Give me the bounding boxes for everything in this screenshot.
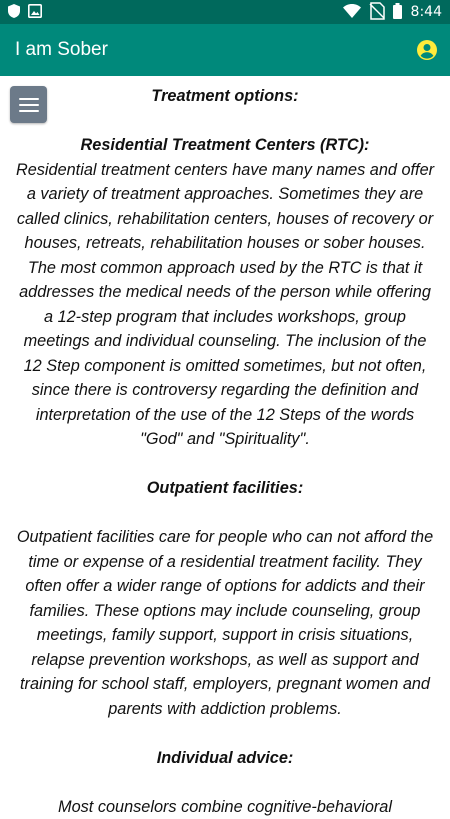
rtc-heading: Residential Treatment Centers (RTC): — [14, 133, 436, 158]
spacer — [14, 109, 436, 134]
outpatient-paragraph: Outpatient facilities care for people who can not afford the time or expense of a residential treatment facility. They often offer a wider range of options for addicts and their families. These options may include counseling, group meetings, family support, support in crisis situations, relapse prevention workshops, as well as support and training for school staff, employers, pregnant women and parents with addiction problems. — [14, 525, 436, 721]
individual-advice-paragraph: Most counselors combine cognitive-behavioral — [14, 795, 436, 819]
wifi-icon — [343, 4, 361, 21]
spacer — [14, 501, 436, 526]
status-bar-right — [343, 3, 442, 22]
treatment-options-heading: Treatment options: — [14, 84, 436, 109]
individual-advice-heading: Individual advice: — [14, 746, 436, 771]
shield-icon — [8, 4, 20, 21]
content-scroll-area[interactable] — [0, 76, 450, 800]
account-circle-icon[interactable] — [416, 39, 438, 61]
spacer — [14, 452, 436, 477]
rtc-paragraph: Residential treatment centers have many names and offer a variety of treatment approaches. Sometimes they are called clinics, rehabilitation centers, houses of recovery or houses, retreats, rehabilitation houses or sober houses. The most common approach used by the RTC is that it addresses the medical needs of the person while offering a 12-step program that includes workshops, group meetings and individual counseling. The inclusion of the 12 Step component is omitted sometimes, but not often, since there is controversy regarding the definition and interpretation of the use of the 12 Steps of the words "God" and "Spirituality". — [14, 158, 436, 452]
spacer — [14, 721, 436, 746]
hamburger-menu-icon — [19, 110, 39, 112]
outpatient-heading: Outpatient facilities: — [14, 476, 436, 501]
status-bar — [0, 0, 450, 24]
hamburger-menu-button[interactable] — [10, 86, 47, 123]
spacer — [14, 770, 436, 795]
status-time: 8:44 — [411, 4, 442, 20]
hamburger-menu-icon — [19, 98, 39, 100]
status-bar-left — [8, 4, 42, 21]
app-title: I am Sober — [15, 39, 108, 61]
app-bar — [0, 24, 450, 76]
no-sim-icon — [370, 3, 384, 22]
battery-icon — [393, 3, 402, 22]
image-icon — [28, 4, 42, 21]
hamburger-menu-icon — [19, 104, 39, 106]
